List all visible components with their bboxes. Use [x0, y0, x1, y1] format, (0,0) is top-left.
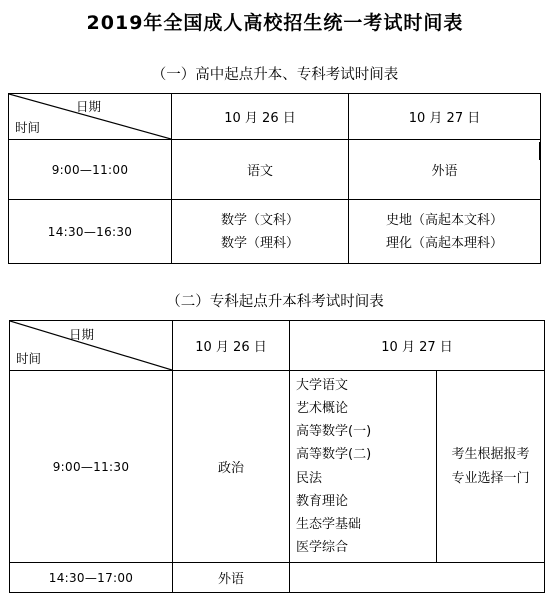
- subject-cell: [172, 200, 349, 264]
- note-line: 专业选择一门: [451, 470, 530, 486]
- edge-mark: [539, 142, 541, 160]
- corner-time-label: 时间: [15, 120, 41, 135]
- table-row: [9, 200, 541, 264]
- time-cell: 9:00—11:00: [9, 140, 172, 200]
- subject-item: 高等数学(一): [296, 424, 372, 440]
- time-cell: 9:00—11:30: [10, 371, 173, 563]
- subject-list-cell: [290, 371, 437, 563]
- subject-item: 艺术概论: [296, 400, 349, 416]
- time-cell: 14:30—16:30: [9, 200, 172, 264]
- corner-cell: [10, 321, 173, 371]
- subject-cell: [349, 200, 541, 264]
- note-cell: [437, 371, 545, 563]
- subject-item: 大学语文: [296, 377, 349, 393]
- section2-heading: （二）专科起点升本科考试时间表: [166, 294, 384, 310]
- date-header: 10 月 27 日: [349, 94, 541, 140]
- subject-item: 生态学基础: [296, 516, 362, 532]
- subject-line: 数学（文科）: [220, 212, 299, 228]
- subject-item: 民法: [296, 470, 323, 486]
- header-row: [9, 94, 541, 140]
- empty-cell: [290, 563, 545, 593]
- subject-line: 数学（理科）: [220, 235, 299, 251]
- subject-item: 高等数学(二): [296, 447, 372, 463]
- subject-line: 史地（高起本文科）: [385, 212, 503, 228]
- page-title: 2019年全国成人高校招生统一考试时间表: [86, 12, 464, 34]
- corner-date-label: 日期: [75, 99, 101, 114]
- subject-cell: 语文: [172, 140, 349, 200]
- subject-item: 医学综合: [296, 540, 349, 556]
- corner-time-label: 时间: [16, 351, 42, 366]
- date-header: 10 月 27 日: [290, 321, 545, 371]
- subject-cell: 外语: [173, 563, 290, 593]
- schedule-table-1: [8, 93, 541, 264]
- date-header: 10 月 26 日: [172, 94, 349, 140]
- table-row: [9, 140, 541, 200]
- corner-cell: [9, 94, 172, 140]
- subject-cell: 外语: [349, 140, 541, 200]
- subject-cell: 政治: [173, 371, 290, 563]
- schedule-table-2: [9, 320, 545, 593]
- table-row: [10, 563, 545, 593]
- header-row: [10, 321, 545, 371]
- table-row: [10, 371, 545, 563]
- subject-item: 教育理论: [296, 493, 349, 509]
- section1-heading: （一）高中起点升本、专科考试时间表: [151, 67, 399, 83]
- time-cell: 14:30—17:00: [10, 563, 173, 593]
- date-header: 10 月 26 日: [173, 321, 290, 371]
- corner-date-label: 日期: [68, 327, 94, 342]
- subject-line: 理化（高起本理科）: [385, 235, 503, 251]
- note-line: 考生根据报考: [451, 446, 530, 462]
